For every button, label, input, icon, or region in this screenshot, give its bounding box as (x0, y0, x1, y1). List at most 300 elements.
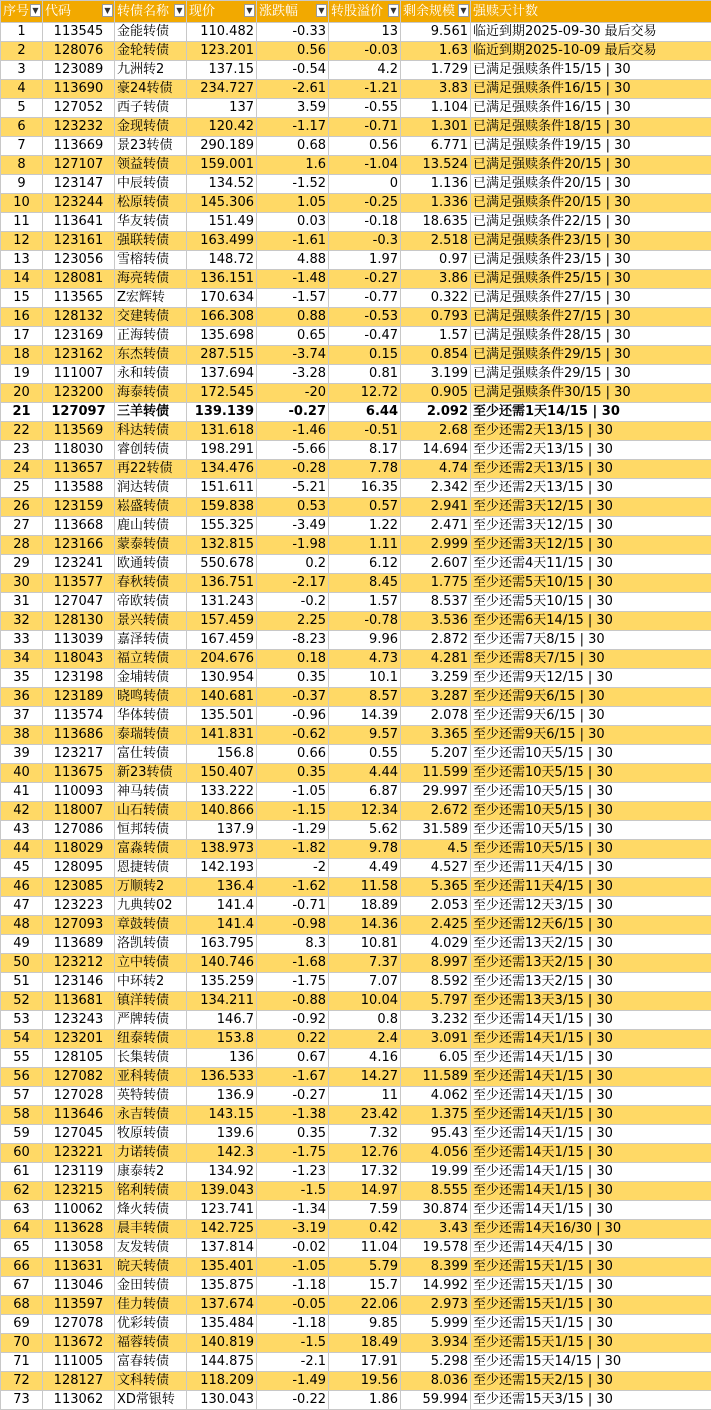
table-row[interactable] (1, 1049, 711, 1068)
table-row[interactable] (1, 441, 711, 460)
cell-code[interactable]: 113062 (43, 1391, 115, 1410)
cell-price[interactable]: 132.815 (187, 536, 257, 555)
cell-redemption[interactable]: 至少还需13天2/15 | 30 (471, 973, 711, 992)
cell-premium[interactable]: 0.42 (329, 1220, 401, 1239)
cell-premium[interactable]: 0.81 (329, 365, 401, 384)
cell-redemption[interactable]: 至少还需2天13/15 | 30 (471, 441, 711, 460)
cell-redemption[interactable]: 已满足强赎条件16/15 | 30 (471, 80, 711, 99)
cell-index[interactable]: 70 (1, 1334, 43, 1353)
cell-premium[interactable]: 14.97 (329, 1182, 401, 1201)
cell-redemption[interactable]: 至少还需14天1/15 | 30 (471, 1049, 711, 1068)
cell-name[interactable]: 中辰转债 (115, 175, 187, 194)
cell-premium[interactable]: 8.57 (329, 688, 401, 707)
cell-change[interactable]: 0.67 (257, 1049, 329, 1068)
cell-code[interactable]: 123147 (43, 175, 115, 194)
cell-redemption[interactable]: 至少还需15天1/15 | 30 (471, 1334, 711, 1353)
cell-change[interactable]: -1.67 (257, 1068, 329, 1087)
cell-name[interactable]: 万顺转2 (115, 878, 187, 897)
cell-code[interactable]: 123162 (43, 346, 115, 365)
cell-index[interactable]: 48 (1, 916, 43, 935)
cell-change[interactable]: -0.28 (257, 460, 329, 479)
table-row[interactable] (1, 1106, 711, 1125)
cell-redemption[interactable]: 已满足强赎条件18/15 | 30 (471, 118, 711, 137)
cell-index[interactable]: 47 (1, 897, 43, 916)
dropdown-arrow-icon[interactable]: ▼ (30, 4, 41, 17)
cell-name[interactable]: 睿创转债 (115, 441, 187, 460)
cell-index[interactable]: 37 (1, 707, 43, 726)
cell-name[interactable]: 神马转债 (115, 783, 187, 802)
cell-change[interactable]: 1.05 (257, 194, 329, 213)
cell-change[interactable]: -1.23 (257, 1163, 329, 1182)
cell-redemption[interactable]: 至少还需5天10/15 | 30 (471, 593, 711, 612)
cell-code[interactable]: 118030 (43, 441, 115, 460)
cell-premium[interactable]: -0.51 (329, 422, 401, 441)
cell-code[interactable]: 111007 (43, 365, 115, 384)
cell-premium[interactable]: 8.17 (329, 441, 401, 460)
cell-change[interactable]: -0.2 (257, 593, 329, 612)
cell-code[interactable]: 127107 (43, 156, 115, 175)
cell-change[interactable]: 0.35 (257, 669, 329, 688)
cell-redemption[interactable]: 已满足强赎条件15/15 | 30 (471, 61, 711, 80)
cell-change[interactable]: 0.56 (257, 42, 329, 61)
cell-index[interactable]: 8 (1, 156, 43, 175)
cell-code[interactable]: 113669 (43, 137, 115, 156)
cell-premium[interactable]: 7.32 (329, 1125, 401, 1144)
cell-index[interactable]: 16 (1, 308, 43, 327)
cell-size[interactable]: 2.471 (401, 517, 471, 536)
cell-index[interactable]: 23 (1, 441, 43, 460)
cell-premium[interactable]: 10.81 (329, 935, 401, 954)
cell-name[interactable]: 金田转债 (115, 1277, 187, 1296)
cell-change[interactable]: -0.27 (257, 403, 329, 422)
cell-name[interactable]: 烽火转债 (115, 1201, 187, 1220)
table-row[interactable] (1, 460, 711, 479)
cell-name[interactable]: 春秋转债 (115, 574, 187, 593)
cell-premium[interactable]: 13 (329, 23, 401, 42)
table-row[interactable] (1, 1315, 711, 1334)
cell-redemption[interactable]: 至少还需15天1/15 | 30 (471, 1277, 711, 1296)
cell-name[interactable]: 三羊转债 (115, 403, 187, 422)
cell-code[interactable]: 123161 (43, 232, 115, 251)
cell-code[interactable]: 113641 (43, 213, 115, 232)
cell-code[interactable]: 113668 (43, 517, 115, 536)
cell-name[interactable]: 金轮转债 (115, 42, 187, 61)
table-row[interactable] (1, 1087, 711, 1106)
cell-index[interactable]: 60 (1, 1144, 43, 1163)
cell-change[interactable]: -0.05 (257, 1296, 329, 1315)
cell-premium[interactable]: 9.85 (329, 1315, 401, 1334)
cell-redemption[interactable]: 至少还需1天14/15 | 30 (471, 403, 711, 422)
cell-name[interactable]: 永吉转债 (115, 1106, 187, 1125)
cell-size[interactable]: 5.207 (401, 745, 471, 764)
cell-premium[interactable]: 6.44 (329, 403, 401, 422)
cell-name[interactable]: 华友转债 (115, 213, 187, 232)
cell-change[interactable]: -3.74 (257, 346, 329, 365)
cell-size[interactable]: 0.97 (401, 251, 471, 270)
cell-name[interactable]: 立中转债 (115, 954, 187, 973)
cell-premium[interactable]: 11.58 (329, 878, 401, 897)
cell-premium[interactable]: 0.57 (329, 498, 401, 517)
cell-redemption[interactable]: 至少还需14天1/15 | 30 (471, 1087, 711, 1106)
cell-code[interactable]: 123243 (43, 1011, 115, 1030)
table-row[interactable] (1, 631, 711, 650)
cell-size[interactable]: 0.905 (401, 384, 471, 403)
cell-redemption[interactable]: 至少还需15天1/15 | 30 (471, 1296, 711, 1315)
cell-code[interactable]: 118029 (43, 840, 115, 859)
cell-index[interactable]: 35 (1, 669, 43, 688)
cell-redemption[interactable]: 至少还需14天1/15 | 30 (471, 1011, 711, 1030)
cell-code[interactable]: 123201 (43, 1030, 115, 1049)
cell-index[interactable]: 67 (1, 1277, 43, 1296)
cell-redemption[interactable]: 至少还需10天5/15 | 30 (471, 821, 711, 840)
column-header-code[interactable]: 代码 ▼ (43, 1, 115, 23)
cell-name[interactable]: 富春转债 (115, 1353, 187, 1372)
table-row[interactable] (1, 1258, 711, 1277)
dropdown-arrow-icon[interactable]: ▼ (458, 4, 469, 17)
cell-size[interactable]: 8.555 (401, 1182, 471, 1201)
cell-code[interactable]: 118007 (43, 802, 115, 821)
cell-name[interactable]: 福蓉转债 (115, 1334, 187, 1353)
cell-premium[interactable]: -1.21 (329, 80, 401, 99)
cell-code[interactable]: 123232 (43, 118, 115, 137)
cell-premium[interactable]: -0.3 (329, 232, 401, 251)
cell-index[interactable]: 41 (1, 783, 43, 802)
cell-code[interactable]: 127097 (43, 403, 115, 422)
cell-premium[interactable]: 6.87 (329, 783, 401, 802)
cell-name[interactable]: 泰瑞转债 (115, 726, 187, 745)
cell-price[interactable]: 135.501 (187, 707, 257, 726)
cell-name[interactable]: 晓鸣转债 (115, 688, 187, 707)
table-row[interactable] (1, 213, 711, 232)
column-header-premium[interactable]: 转股溢价 ▼ (329, 1, 401, 23)
cell-change[interactable]: 0.66 (257, 745, 329, 764)
table-row[interactable] (1, 878, 711, 897)
cell-price[interactable]: 172.545 (187, 384, 257, 403)
cell-size[interactable]: 4.281 (401, 650, 471, 669)
cell-redemption[interactable]: 已满足强赎条件20/15 | 30 (471, 156, 711, 175)
cell-redemption[interactable]: 已满足强赎条件16/15 | 30 (471, 99, 711, 118)
cell-price[interactable]: 156.8 (187, 745, 257, 764)
cell-index[interactable]: 4 (1, 80, 43, 99)
cell-redemption[interactable]: 至少还需11天4/15 | 30 (471, 878, 711, 897)
cell-premium[interactable]: 14.36 (329, 916, 401, 935)
cell-premium[interactable]: 11 (329, 1087, 401, 1106)
table-row[interactable] (1, 707, 711, 726)
cell-name[interactable]: 山石转债 (115, 802, 187, 821)
table-row[interactable] (1, 384, 711, 403)
column-header-price[interactable]: 现价 ▼ (187, 1, 257, 23)
cell-premium[interactable]: -0.53 (329, 308, 401, 327)
cell-change[interactable]: 4.88 (257, 251, 329, 270)
table-row[interactable] (1, 536, 711, 555)
cell-change[interactable]: 0.2 (257, 555, 329, 574)
cell-code[interactable]: 123215 (43, 1182, 115, 1201)
cell-premium[interactable]: 0.56 (329, 137, 401, 156)
cell-size[interactable]: 8.537 (401, 593, 471, 612)
cell-redemption[interactable]: 至少还需11天4/15 | 30 (471, 859, 711, 878)
cell-index[interactable]: 65 (1, 1239, 43, 1258)
cell-change[interactable]: -1.57 (257, 289, 329, 308)
cell-name[interactable]: 优彩转债 (115, 1315, 187, 1334)
cell-redemption[interactable]: 至少还需14天4/15 | 30 (471, 1239, 711, 1258)
cell-price[interactable]: 135.875 (187, 1277, 257, 1296)
cell-name[interactable]: 永和转债 (115, 365, 187, 384)
cell-size[interactable]: 3.287 (401, 688, 471, 707)
cell-redemption[interactable]: 至少还需3天12/15 | 30 (471, 517, 711, 536)
cell-premium[interactable]: 2.4 (329, 1030, 401, 1049)
cell-code[interactable]: 128130 (43, 612, 115, 631)
cell-price[interactable]: 130.954 (187, 669, 257, 688)
cell-name[interactable]: 正海转债 (115, 327, 187, 346)
table-row[interactable] (1, 270, 711, 289)
cell-redemption[interactable]: 至少还需3天12/15 | 30 (471, 536, 711, 555)
cell-premium[interactable]: 7.78 (329, 460, 401, 479)
cell-redemption[interactable]: 至少还需10天5/15 | 30 (471, 840, 711, 859)
cell-code[interactable]: 110062 (43, 1201, 115, 1220)
cell-size[interactable]: 9.561 (401, 23, 471, 42)
cell-code[interactable]: 127045 (43, 1125, 115, 1144)
cell-price[interactable]: 136 (187, 1049, 257, 1068)
cell-price[interactable]: 144.875 (187, 1353, 257, 1372)
cell-redemption[interactable]: 已满足强赎条件28/15 | 30 (471, 327, 711, 346)
cell-change[interactable]: -0.96 (257, 707, 329, 726)
cell-redemption[interactable]: 至少还需8天7/15 | 30 (471, 650, 711, 669)
cell-premium[interactable]: 17.32 (329, 1163, 401, 1182)
cell-size[interactable]: 3.365 (401, 726, 471, 745)
table-row[interactable] (1, 137, 711, 156)
cell-size[interactable]: 1.375 (401, 1106, 471, 1125)
cell-code[interactable]: 128081 (43, 270, 115, 289)
cell-index[interactable]: 20 (1, 384, 43, 403)
cell-price[interactable]: 142.193 (187, 859, 257, 878)
cell-name[interactable]: 松原转债 (115, 194, 187, 213)
cell-price[interactable]: 141.4 (187, 916, 257, 935)
cell-index[interactable]: 25 (1, 479, 43, 498)
cell-price[interactable]: 170.634 (187, 289, 257, 308)
table-row[interactable] (1, 23, 711, 42)
cell-redemption[interactable]: 至少还需15天14/15 | 30 (471, 1353, 711, 1372)
cell-premium[interactable]: 23.42 (329, 1106, 401, 1125)
table-row[interactable] (1, 574, 711, 593)
cell-redemption[interactable]: 至少还需3天12/15 | 30 (471, 498, 711, 517)
cell-change[interactable]: -0.62 (257, 726, 329, 745)
cell-change[interactable]: -1.82 (257, 840, 329, 859)
table-row[interactable] (1, 859, 711, 878)
cell-name[interactable]: 帝欧转债 (115, 593, 187, 612)
cell-change[interactable]: -1.18 (257, 1277, 329, 1296)
cell-change[interactable]: 0.35 (257, 764, 329, 783)
dropdown-arrow-icon[interactable]: ▼ (102, 4, 113, 17)
cell-premium[interactable]: 4.73 (329, 650, 401, 669)
cell-change[interactable]: 0.35 (257, 1125, 329, 1144)
cell-change[interactable]: -1.48 (257, 270, 329, 289)
dropdown-arrow-icon[interactable]: ▼ (388, 4, 399, 17)
cell-price[interactable]: 135.259 (187, 973, 257, 992)
cell-code[interactable]: 113646 (43, 1106, 115, 1125)
cell-index[interactable]: 42 (1, 802, 43, 821)
cell-size[interactable]: 8.036 (401, 1372, 471, 1391)
cell-premium[interactable]: 5.62 (329, 821, 401, 840)
cell-redemption[interactable]: 至少还需9天6/15 | 30 (471, 726, 711, 745)
cell-size[interactable]: 2.425 (401, 916, 471, 935)
cell-size[interactable]: 4.527 (401, 859, 471, 878)
cell-name[interactable]: 雪榕转债 (115, 251, 187, 270)
table-row[interactable] (1, 1030, 711, 1049)
table-row[interactable] (1, 1125, 711, 1144)
table-row[interactable] (1, 61, 711, 80)
cell-change[interactable]: -0.98 (257, 916, 329, 935)
cell-index[interactable]: 13 (1, 251, 43, 270)
table-row[interactable] (1, 840, 711, 859)
cell-premium[interactable]: 8.45 (329, 574, 401, 593)
cell-size[interactable]: 18.635 (401, 213, 471, 232)
cell-code[interactable]: 123223 (43, 897, 115, 916)
cell-size[interactable]: 1.136 (401, 175, 471, 194)
cell-redemption[interactable]: 已满足强赎条件20/15 | 30 (471, 175, 711, 194)
cell-index[interactable]: 2 (1, 42, 43, 61)
cell-size[interactable]: 0.854 (401, 346, 471, 365)
cell-price[interactable]: 136.151 (187, 270, 257, 289)
cell-price[interactable]: 550.678 (187, 555, 257, 574)
cell-size[interactable]: 13.524 (401, 156, 471, 175)
cell-size[interactable]: 2.518 (401, 232, 471, 251)
cell-redemption[interactable]: 至少还需14天1/15 | 30 (471, 1125, 711, 1144)
cell-size[interactable]: 3.199 (401, 365, 471, 384)
cell-premium[interactable]: 9.57 (329, 726, 401, 745)
cell-size[interactable]: 29.997 (401, 783, 471, 802)
cell-price[interactable]: 145.306 (187, 194, 257, 213)
cell-code[interactable]: 128132 (43, 308, 115, 327)
table-row[interactable] (1, 802, 711, 821)
cell-price[interactable]: 159.001 (187, 156, 257, 175)
cell-index[interactable]: 22 (1, 422, 43, 441)
table-row[interactable] (1, 973, 711, 992)
cell-redemption[interactable]: 已满足强赎条件27/15 | 30 (471, 308, 711, 327)
cell-price[interactable]: 138.973 (187, 840, 257, 859)
cell-code[interactable]: 113686 (43, 726, 115, 745)
cell-premium[interactable]: -0.18 (329, 213, 401, 232)
cell-code[interactable]: 113574 (43, 707, 115, 726)
cell-index[interactable]: 31 (1, 593, 43, 612)
cell-redemption[interactable]: 已满足强赎条件27/15 | 30 (471, 289, 711, 308)
cell-name[interactable]: 康泰转2 (115, 1163, 187, 1182)
cell-change[interactable]: -5.21 (257, 479, 329, 498)
cell-code[interactable]: 123244 (43, 194, 115, 213)
column-header-redemption-count[interactable]: 强赎天计数 (471, 1, 711, 23)
cell-size[interactable]: 2.607 (401, 555, 471, 574)
cell-index[interactable]: 14 (1, 270, 43, 289)
cell-code[interactable]: 113588 (43, 479, 115, 498)
cell-size[interactable]: 59.994 (401, 1391, 471, 1410)
cell-code[interactable]: 113672 (43, 1334, 115, 1353)
cell-name[interactable]: 友发转债 (115, 1239, 187, 1258)
cell-change[interactable]: -0.88 (257, 992, 329, 1011)
cell-index[interactable]: 9 (1, 175, 43, 194)
cell-redemption[interactable]: 已满足强赎条件23/15 | 30 (471, 251, 711, 270)
cell-redemption[interactable]: 已满足强赎条件30/15 | 30 (471, 384, 711, 403)
cell-name[interactable]: 景兴转债 (115, 612, 187, 631)
cell-change[interactable]: -1.05 (257, 783, 329, 802)
cell-name[interactable]: 新23转债 (115, 764, 187, 783)
table-row[interactable] (1, 1296, 711, 1315)
cell-price[interactable]: 137.814 (187, 1239, 257, 1258)
cell-price[interactable]: 167.459 (187, 631, 257, 650)
cell-index[interactable]: 51 (1, 973, 43, 992)
table-row[interactable] (1, 403, 711, 422)
table-row[interactable] (1, 669, 711, 688)
cell-index[interactable]: 30 (1, 574, 43, 593)
cell-size[interactable]: 2.092 (401, 403, 471, 422)
cell-price[interactable]: 204.676 (187, 650, 257, 669)
cell-name[interactable]: 嘉泽转债 (115, 631, 187, 650)
cell-name[interactable]: 海泰转债 (115, 384, 187, 403)
cell-premium[interactable]: 16.35 (329, 479, 401, 498)
cell-premium[interactable]: -0.47 (329, 327, 401, 346)
cell-price[interactable]: 150.407 (187, 764, 257, 783)
cell-size[interactable]: 5.999 (401, 1315, 471, 1334)
cell-code[interactable]: 123085 (43, 878, 115, 897)
cell-price[interactable]: 134.211 (187, 992, 257, 1011)
cell-price[interactable]: 120.42 (187, 118, 257, 137)
cell-price[interactable]: 139.043 (187, 1182, 257, 1201)
cell-redemption[interactable]: 至少还需14天1/15 | 30 (471, 1201, 711, 1220)
cell-price[interactable]: 137.674 (187, 1296, 257, 1315)
cell-redemption[interactable]: 至少还需13天3/15 | 30 (471, 992, 711, 1011)
cell-index[interactable]: 72 (1, 1372, 43, 1391)
column-header-bond-name[interactable]: 转债名称 ▼ (115, 1, 187, 23)
cell-change[interactable]: -1.18 (257, 1315, 329, 1334)
cell-name[interactable]: 金能转债 (115, 23, 187, 42)
dropdown-arrow-icon[interactable]: ▼ (316, 4, 327, 17)
cell-code[interactable]: 113631 (43, 1258, 115, 1277)
cell-code[interactable]: 123166 (43, 536, 115, 555)
table-row[interactable] (1, 745, 711, 764)
cell-index[interactable]: 50 (1, 954, 43, 973)
cell-index[interactable]: 66 (1, 1258, 43, 1277)
cell-redemption[interactable]: 已满足强赎条件20/15 | 30 (471, 194, 711, 213)
cell-name[interactable]: 海亮转债 (115, 270, 187, 289)
cell-premium[interactable]: 1.22 (329, 517, 401, 536)
cell-name[interactable]: 九典转02 (115, 897, 187, 916)
cell-code[interactable]: 118043 (43, 650, 115, 669)
table-row[interactable] (1, 992, 711, 1011)
cell-price[interactable]: 159.838 (187, 498, 257, 517)
cell-code[interactable]: 123217 (43, 745, 115, 764)
cell-change[interactable]: -3.19 (257, 1220, 329, 1239)
cell-price[interactable]: 166.308 (187, 308, 257, 327)
cell-redemption[interactable]: 已满足强赎条件25/15 | 30 (471, 270, 711, 289)
cell-size[interactable]: 8.399 (401, 1258, 471, 1277)
cell-premium[interactable]: 0.8 (329, 1011, 401, 1030)
table-row[interactable] (1, 935, 711, 954)
cell-name[interactable]: 文科转债 (115, 1372, 187, 1391)
cell-change[interactable]: -2.17 (257, 574, 329, 593)
cell-index[interactable]: 38 (1, 726, 43, 745)
cell-size[interactable]: 8.997 (401, 954, 471, 973)
cell-change[interactable]: -1.75 (257, 973, 329, 992)
cell-premium[interactable]: -0.55 (329, 99, 401, 118)
cell-price[interactable]: 155.325 (187, 517, 257, 536)
table-row[interactable] (1, 1239, 711, 1258)
table-row[interactable] (1, 821, 711, 840)
cell-size[interactable]: 1.63 (401, 42, 471, 61)
cell-redemption[interactable]: 至少还需15天2/15 | 30 (471, 1372, 711, 1391)
cell-redemption[interactable]: 至少还需2天13/15 | 30 (471, 422, 711, 441)
cell-index[interactable]: 34 (1, 650, 43, 669)
cell-price[interactable]: 135.484 (187, 1315, 257, 1334)
cell-redemption[interactable]: 至少还需7天8/15 | 30 (471, 631, 711, 650)
cell-price[interactable]: 131.618 (187, 422, 257, 441)
